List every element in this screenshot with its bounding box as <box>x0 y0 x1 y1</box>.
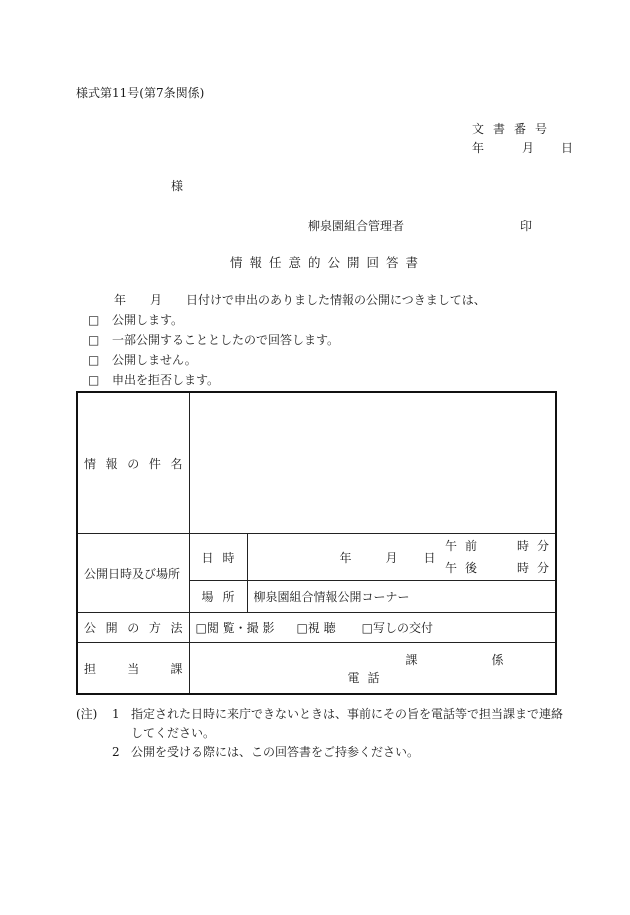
dept-kakari: 係 <box>491 653 504 667</box>
form-number: 様式第11号(第7条関係) <box>76 86 205 100</box>
option-label: 公開します。 <box>112 313 184 327</box>
place-value: 柳泉園組合情報公開コーナー <box>247 581 556 613</box>
intro-month: 月 <box>150 293 163 307</box>
department-field[interactable] <box>189 643 556 695</box>
am-line: 午 前 時 分 <box>445 539 549 553</box>
dept-ka: 課 <box>405 653 418 667</box>
intro-year: 年 <box>114 293 127 307</box>
note-2-line1: 公開を受ける際には、この回答書をご持参ください。 <box>131 745 420 759</box>
department-label: 担 当 課 <box>77 643 189 695</box>
datetime-field[interactable]: 年 月 日 午 前 時 分 午 後 時 分 <box>247 534 556 581</box>
option-label: 公開しません。 <box>112 353 197 367</box>
seal-mark: 印 <box>520 219 533 233</box>
intro-text: 日付けで申出のありました情報の公開につきましては、 <box>186 293 486 307</box>
datetime-row <box>77 534 556 581</box>
note-1-line1: 指定された日時に来庁できないときは、事前にその旨を電話等で担当課まで連絡 <box>131 707 564 721</box>
method-copy[interactable]: □写しの交付 <box>361 621 433 635</box>
checkbox[interactable]: □ <box>88 353 100 367</box>
checkbox[interactable]: □ <box>88 333 100 347</box>
info-name-field[interactable] <box>189 392 556 534</box>
pm-line: 午 後 時 分 <box>445 561 549 575</box>
date-year: 年 <box>472 141 485 155</box>
date-line <box>472 140 573 156</box>
method-view-photo[interactable]: □閲 覧・撮 影 <box>195 621 275 635</box>
document-number-label: 文書番号 <box>472 122 557 136</box>
place-label: 場 所 <box>189 581 247 613</box>
notes: (注) 1 指定された日時に来庁できないときは、事前にその旨を電話等で担当課まで連絡 してください。 2 公開を受ける際には、この回答書をご持参ください。 <box>76 707 564 759</box>
note-1-line2: してください。 <box>131 726 216 740</box>
checkbox[interactable]: □ <box>88 373 100 387</box>
disclosure-table <box>76 391 557 695</box>
info-name-row <box>77 392 556 534</box>
answer-options <box>88 312 339 392</box>
document-title: 情報任意的公開回答書 <box>230 255 426 270</box>
datetime-label: 日 時 <box>189 534 247 581</box>
department-row <box>77 643 556 695</box>
method-options <box>189 613 556 643</box>
sender-name: 柳泉園組合管理者 <box>308 219 405 233</box>
method-label: 公 開 の 方 法 <box>77 613 189 643</box>
notes-head: (注) <box>76 707 98 721</box>
dept-phone: 電話 <box>347 671 388 685</box>
schedule-label: 公開日時及び場所 <box>77 534 189 613</box>
recipient-suffix: 様 <box>171 179 184 193</box>
method-row <box>77 613 556 643</box>
option-label: 一部公開することとしたので回答します。 <box>112 333 340 347</box>
info-name-label: 情 報 の 件 名 <box>77 392 189 534</box>
date-month: 月 <box>522 141 535 155</box>
option-refuse[interactable] <box>88 372 339 392</box>
option-partial-disclose[interactable] <box>88 332 339 352</box>
method-watch-listen[interactable]: □視 聴 <box>296 621 336 635</box>
date-day: 日 <box>561 141 574 155</box>
intro-line <box>114 292 486 308</box>
option-not-disclose[interactable] <box>88 352 339 372</box>
option-disclose[interactable] <box>88 312 339 332</box>
option-label: 申出を拒否します。 <box>112 373 220 387</box>
checkbox[interactable]: □ <box>88 313 100 327</box>
